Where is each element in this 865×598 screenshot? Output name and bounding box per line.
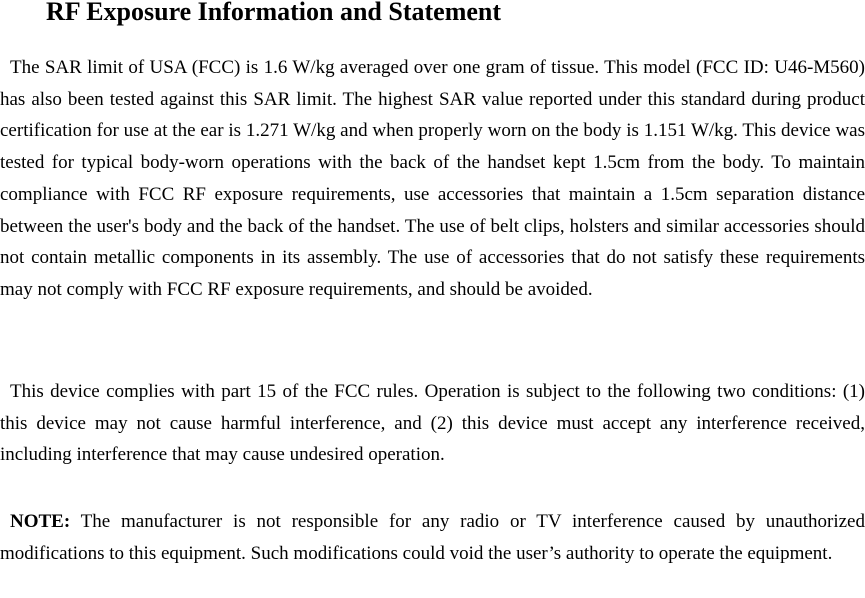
note-paragraph bbox=[0, 506, 865, 569]
note-label: NOTE: bbox=[10, 511, 71, 532]
note-text: The manufacturer is not responsible for any radio or TV interference caused by unauthorized modifications to this equipment. Such modifications could void the user’s authority to operate the equipment. bbox=[0, 511, 865, 564]
fcc-part15-paragraph: This device complies with part 15 of the FCC rules. Operation is subject to the following two conditions: (1) this device may not cause harmful interference, and (2) this device must accept any interference received, including interference that may cause undesired operation. bbox=[0, 381, 865, 466]
page-title: RF Exposure Information and Statement bbox=[46, 0, 502, 26]
sar-paragraph: The SAR limit of USA (FCC) is 1.6 W/kg averaged over one gram of tissue. This model (FCC ID: U46-M560) has also been tested against this SAR limit. The highest SAR value reported under this standard during product certification for use at the ear is 1.271 W/kg and when properly worn on the body is 1.151 W/kg. This device was tested for typical body-worn operations with the back of the handset kept 1.5cm from the body. To maintain compliance with FCC RF exposure requirements, use accessories that maintain a 1.5cm separation distance between the user's body and the back of the handset. The use of belt clips, holsters and similar accessories should not contain metallic components in its assembly. The use of accessories that do not satisfy these requirements may not comply with FCC RF exposure requirements, and should be avoided. bbox=[0, 57, 865, 300]
